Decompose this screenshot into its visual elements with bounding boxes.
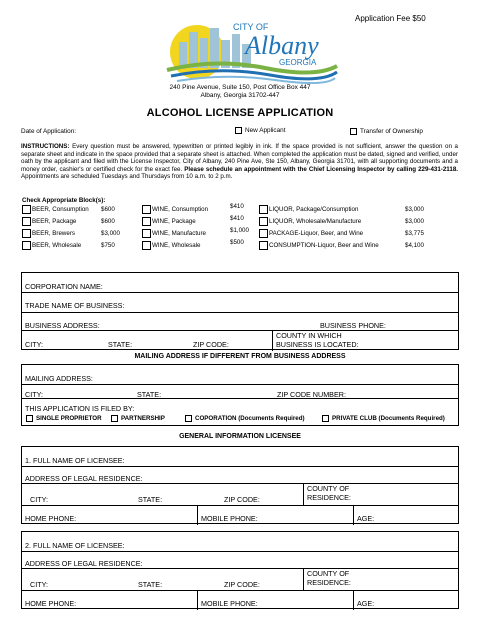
- general-section-title: GENERAL INFORMATION LICENSEE: [179, 433, 301, 440]
- license-label: CONSUMPTION-Liquor, Beer and Wine: [269, 242, 379, 249]
- licensee-name-label: 1. FULL NAME OF LICENSEE:: [25, 456, 125, 465]
- licensee-name-row: [22, 447, 458, 467]
- licensee-home-phone-label: HOME PHONE:: [25, 514, 77, 523]
- business-address-row: [22, 313, 458, 331]
- license-checkbox[interactable]: [22, 217, 31, 226]
- city-logo: [165, 18, 340, 84]
- licensee-name-row: [22, 532, 458, 552]
- license-label: LIQUOR, Wholesale/Manufacture: [269, 218, 362, 225]
- licensee-city-row: [22, 484, 458, 506]
- business-city-label: CITY:: [25, 340, 43, 349]
- licensee-county-label: [303, 484, 351, 505]
- license-checkbox[interactable]: [22, 229, 31, 238]
- address-line-2: Albany, Georgia 31702-447: [200, 92, 280, 99]
- licensee-mobile-phone-label: MOBILE PHONE:: [197, 591, 258, 610]
- corporation-name-label: CORPORATION NAME:: [25, 282, 103, 291]
- instructions-lead: INSTRUCTIONS:: [21, 143, 70, 150]
- licensee-state-label: STATE:: [138, 580, 163, 589]
- sole-proprietor-option[interactable]: [26, 415, 102, 422]
- mailing-address-label: MAILING ADDRESS:: [25, 374, 93, 383]
- corporation-label: COPORATION (Documents Required): [195, 415, 305, 423]
- business-city-row: [22, 331, 458, 351]
- mailing-city-row: [22, 385, 458, 399]
- form-title: ALCOHOL LICENSE APPLICATION: [146, 107, 334, 119]
- licensee-form: [21, 531, 459, 609]
- license-label: WINE, Manufacture: [152, 230, 206, 237]
- business-zip-label: ZIP CODE:: [193, 340, 229, 349]
- license-label: WINE, Consumption: [152, 206, 209, 213]
- license-price: $4,100: [405, 242, 424, 249]
- mailing-section-title: MAILING ADDRESS IF DIFFERENT FROM BUSINESS ADDRESS: [134, 353, 346, 360]
- license-label: WINE, Wholesale: [152, 242, 201, 249]
- license-price: $410: [230, 215, 244, 222]
- private-club-label: PRIVATE CLUB (Documents Required): [332, 415, 445, 423]
- business-county-label: [272, 331, 359, 351]
- license-checkbox[interactable]: [142, 205, 151, 214]
- license-price: $3,000: [101, 230, 120, 237]
- corporation-checkbox[interactable]: [185, 415, 192, 422]
- licensee-age-label: AGE:: [353, 506, 374, 525]
- instructions-bold: Please schedule an appointment with the Chief Licensing Inspector by calling 229-431-2118.: [184, 165, 458, 173]
- mailing-address-row: [22, 365, 458, 385]
- license-checkbox[interactable]: [22, 205, 31, 214]
- new-applicant-label: New Applicant: [245, 127, 286, 135]
- filed-by-label: THIS APPLICATION IS FILED BY:: [25, 404, 135, 413]
- licensee-county-label: [303, 569, 351, 590]
- partnership-checkbox[interactable]: [111, 415, 118, 422]
- private-club-checkbox[interactable]: [322, 415, 329, 422]
- license-checkbox[interactable]: [142, 241, 151, 250]
- licensee-county-line-2: RESIDENCE:: [307, 492, 351, 502]
- partnership-label: PARTNERSHIP: [121, 415, 165, 423]
- license-price: $3,775: [405, 230, 424, 237]
- business-phone-label: BUSINESS PHONE:: [320, 321, 386, 330]
- license-price: $410: [230, 203, 244, 210]
- partnership-option[interactable]: [111, 415, 165, 422]
- licensee-phone-row: [22, 591, 458, 610]
- license-label: LIQUOR, Package/Consumption: [269, 206, 359, 213]
- license-price: $3,000: [405, 206, 424, 213]
- mailing-zip-label: ZIP CODE NUMBER:: [277, 390, 346, 399]
- license-checkbox[interactable]: [259, 205, 268, 214]
- license-checkbox[interactable]: [259, 217, 268, 226]
- transfer-option[interactable]: [350, 128, 423, 135]
- license-checkbox[interactable]: [259, 229, 268, 238]
- business-state-label: STATE:: [108, 340, 133, 349]
- license-label: PACKAGE-Liquor, Beer, and Wine: [269, 230, 364, 237]
- licensee-mobile-phone-label: MOBILE PHONE:: [197, 506, 258, 525]
- corporation-option[interactable]: [185, 415, 305, 422]
- logo-city-text: CITY OF: [233, 22, 269, 32]
- new-applicant-checkbox[interactable]: [235, 127, 242, 134]
- licensee-city-label: CITY:: [30, 580, 48, 589]
- licensee-zip-label: ZIP CODE:: [224, 495, 260, 504]
- county-line-1: COUNTY IN WHICH: [276, 331, 342, 340]
- license-label: BEER, Consumption: [32, 206, 89, 213]
- license-checkbox[interactable]: [142, 217, 151, 226]
- license-price: $1,000: [230, 227, 249, 234]
- licensee-phone-row: [22, 506, 458, 525]
- transfer-label: Transfer of Ownership: [360, 128, 423, 136]
- license-label: WINE, Package: [152, 218, 196, 225]
- license-block-header: Check Appropriate Block(s):: [22, 197, 106, 204]
- county-line-2: BUSINESS IS LOCATED:: [276, 339, 359, 349]
- new-applicant-option[interactable]: [235, 127, 286, 134]
- transfer-checkbox[interactable]: [350, 128, 357, 135]
- mailing-city-label: CITY:: [25, 390, 43, 399]
- licensee-county-line-2: RESIDENCE:: [307, 577, 351, 587]
- city-logo-graphic: [165, 18, 340, 84]
- business-form: [21, 272, 459, 350]
- mailing-form: [21, 364, 459, 426]
- license-checkbox[interactable]: [142, 229, 151, 238]
- private-club-option[interactable]: [322, 415, 445, 422]
- licensee-residence-label: ADDRESS OF LEGAL RESIDENCE:: [25, 559, 143, 568]
- license-price: $750: [101, 242, 115, 249]
- licensee-city-label: CITY:: [30, 495, 48, 504]
- instructions-tail: Appointments are scheduled Tuesdays and Thursdays from 10 a.m. to 2 p.m.: [21, 173, 233, 181]
- licensee-county-line-1: COUNTY OF: [307, 569, 350, 578]
- licensee-residence-row: [22, 552, 458, 569]
- sole-proprietor-checkbox[interactable]: [26, 415, 33, 422]
- licensee-age-label: AGE:: [353, 591, 374, 610]
- instructions-body: Every question must be answered, typewritten or printed legibly in ink. If the space provided is not sufficient, answer the question on a separate sheet and indicate in the space provided that a separate sheet is attached. When completed the application must be dated, signed and verified, under oath by the applicant and filed with the License Inspector, City of Albany, 240 Pine Ave, Ste 150, Albany, Georgia 31701, with all supporting documents and a money order, cashier's or certified check for the exact fee.: [21, 143, 458, 173]
- licensee-home-phone-label: HOME PHONE:: [25, 599, 77, 608]
- licensee-state-label: STATE:: [138, 495, 163, 504]
- trade-name-label: TRADE NAME OF BUSINESS:: [25, 301, 125, 310]
- date-label: Date of Application:: [21, 128, 77, 135]
- license-price: $600: [101, 206, 115, 213]
- license-price: $3,000: [405, 218, 424, 225]
- licensee-form: [21, 446, 459, 524]
- mailing-state-label: STATE:: [137, 390, 162, 399]
- filed-by-row: [22, 399, 458, 427]
- logo-name-text: Albany: [245, 31, 319, 60]
- licensee-zip-label: ZIP CODE:: [224, 580, 260, 589]
- license-checkbox[interactable]: [22, 241, 31, 250]
- trade-name-row: [22, 293, 458, 313]
- license-checkbox[interactable]: [259, 241, 268, 250]
- corporation-row: [22, 273, 458, 293]
- licensee-residence-row: [22, 467, 458, 484]
- licensee-name-label: 2. FULL NAME OF LICENSEE:: [25, 541, 125, 550]
- license-label: BEER, Wholesale: [32, 242, 82, 249]
- license-price: $600: [101, 218, 115, 225]
- business-address-label: BUSINESS ADDRESS:: [25, 321, 100, 330]
- license-label: BEER, Brewers: [32, 230, 75, 237]
- license-price: $500: [230, 239, 244, 246]
- licensee-city-row: [22, 569, 458, 591]
- licensee-county-line-1: COUNTY OF: [307, 484, 350, 493]
- instructions: [21, 143, 458, 181]
- sole-proprietor-label: SINGLE PROPRIETOR: [36, 415, 102, 423]
- application-fee: Application Fee $50: [355, 14, 426, 23]
- licensee-residence-label: ADDRESS OF LEGAL RESIDENCE:: [25, 474, 143, 483]
- address-line-1: 240 Pine Avenue, Suite 150, Post Office Box 447: [169, 84, 311, 91]
- logo-state-text: GEORGIA: [279, 58, 317, 67]
- license-label: BEER, Package: [32, 218, 77, 225]
